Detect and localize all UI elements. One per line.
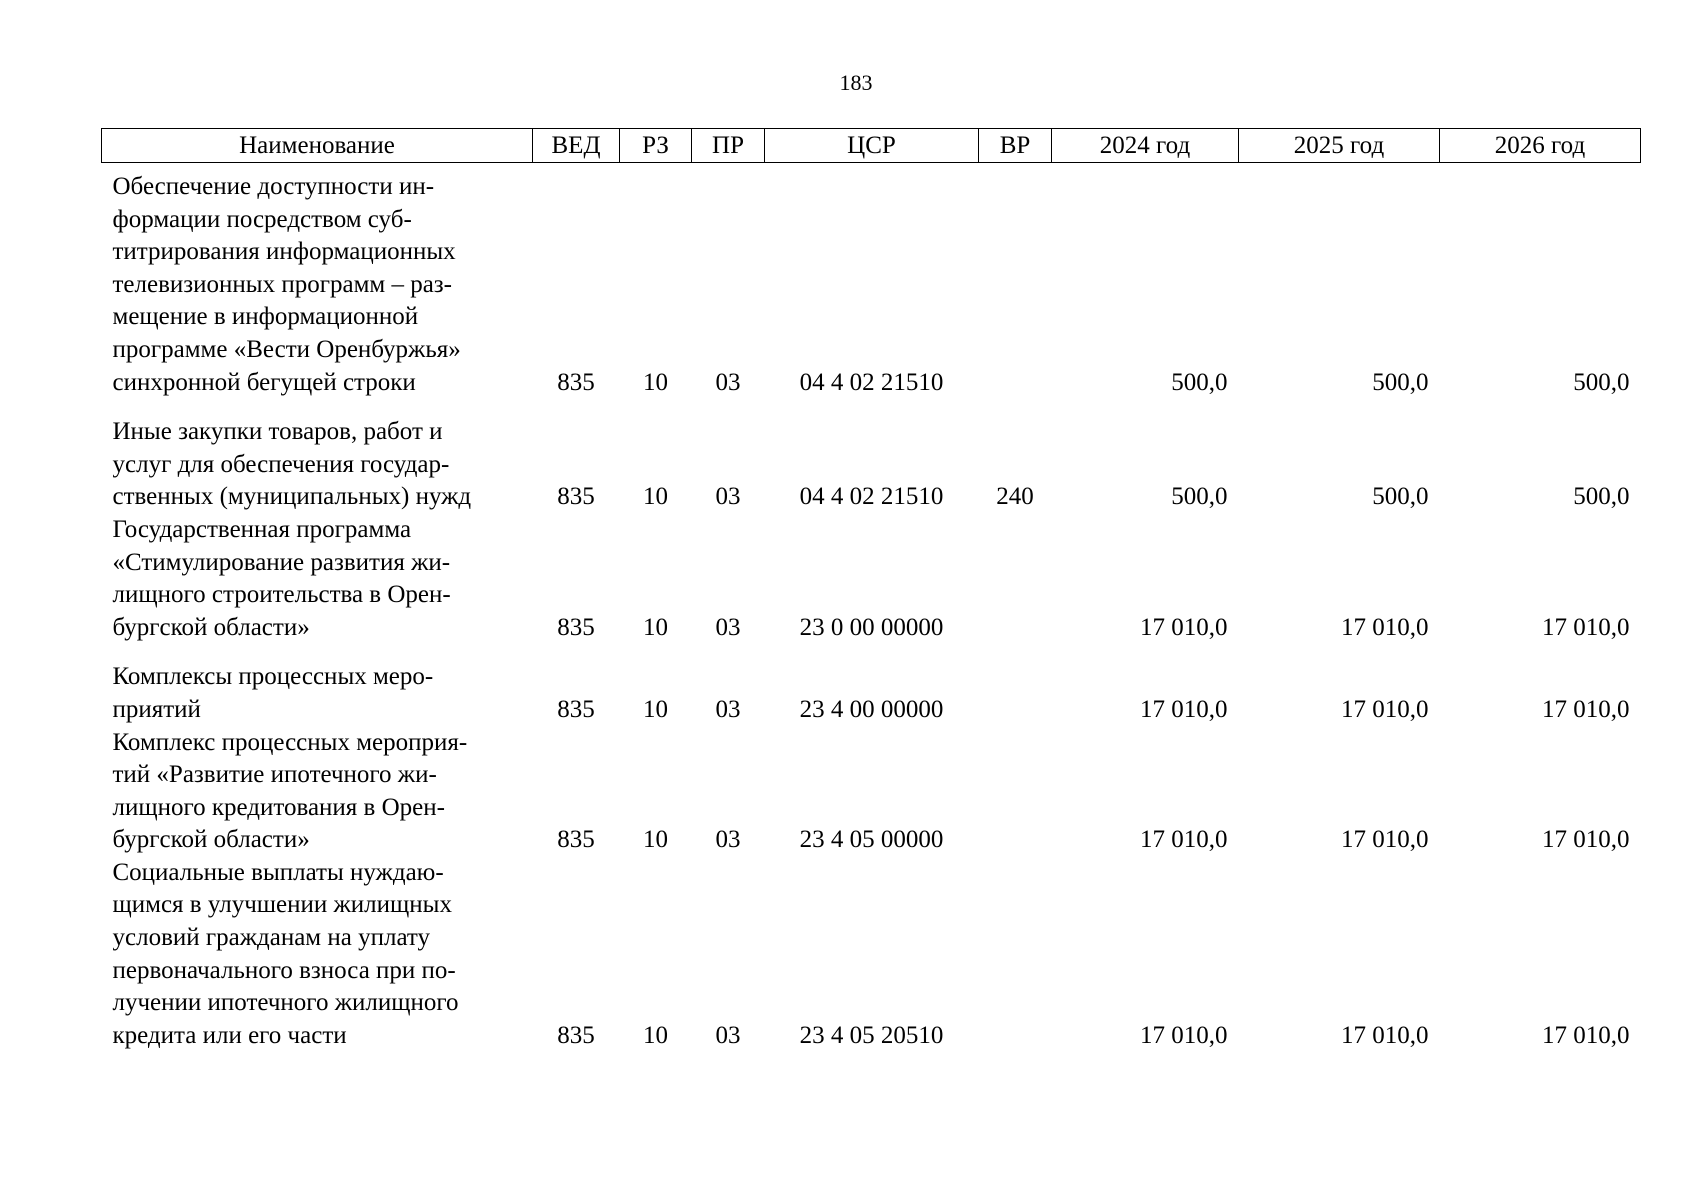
cell-2024: 500,0: [1171, 483, 1228, 511]
table-row: [102, 727, 1641, 857]
row-name-line: Иные закупки товаров, работ и: [112, 418, 443, 446]
cell-2024: 17 010,0: [1140, 613, 1228, 641]
row-name-line: условий гражданам на уплату: [112, 924, 430, 952]
cell-2026: 17 010,0: [1542, 695, 1630, 723]
cell-2026: 500,0: [1573, 368, 1630, 396]
cell-ved: 835: [557, 368, 595, 396]
header-vr: ВР: [979, 129, 1052, 163]
row-name-line: ственных (муниципальных) нужд: [112, 483, 472, 511]
row-name-line: лучении ипотечного жилищного: [112, 989, 459, 1017]
header-ved: ВЕД: [533, 129, 620, 163]
table-row: [102, 416, 1641, 514]
cell-2026: 17 010,0: [1542, 826, 1630, 854]
cell-2024: 17 010,0: [1140, 695, 1228, 723]
row-name: [102, 416, 533, 514]
header-2026: 2026 год: [1440, 129, 1641, 163]
cell-csr: 04 4 02 21510: [799, 368, 944, 396]
cell-rz: 10: [643, 483, 668, 511]
table-header: [102, 129, 1641, 163]
cell-vr: [979, 857, 1052, 1053]
cell-vr: 240: [996, 483, 1034, 511]
row-name-line: лищного строительства в Орен-: [112, 581, 451, 609]
table-row: [102, 163, 1641, 417]
cell-pr: 03: [715, 483, 741, 511]
cell-rz: 10: [643, 613, 668, 641]
cell-csr: 23 4 00 00000: [799, 695, 944, 723]
table-body: [102, 163, 1641, 1053]
row-name-line: лищного кредитования в Орен-: [112, 793, 445, 821]
row-name-line: услуг для обеспечения государ-: [112, 450, 450, 478]
table-row: [102, 514, 1641, 661]
header-pr: ПР: [692, 129, 765, 163]
page-number: 183: [839, 70, 873, 95]
row-name-line: Социальные выплаты нуждаю-: [112, 858, 444, 886]
cell-pr: 03: [715, 613, 741, 641]
row-name-line: Комплекс процессных мероприя-: [112, 728, 468, 756]
cell-2026: 500,0: [1573, 483, 1630, 511]
row-name-line: Государственная программа: [112, 515, 412, 543]
cell-rz: 10: [643, 695, 668, 723]
row-name-line: Комплексы процессных меро-: [112, 663, 434, 691]
cell-2025: 500,0: [1372, 483, 1429, 511]
row-name-line: щимся в улучшении жилищных: [112, 891, 452, 919]
cell-ved: 835: [557, 1021, 595, 1049]
cell-pr: 03: [715, 826, 741, 854]
row-name-line: бургской области»: [112, 826, 310, 854]
cell-csr: 23 4 05 20510: [799, 1021, 944, 1049]
row-name: [102, 514, 533, 661]
cell-ved: 835: [557, 695, 595, 723]
cell-rz: 10: [643, 368, 668, 396]
row-name-line: «Стимулирование развития жи-: [112, 548, 451, 576]
row-name-line: кредита или его части: [112, 1021, 347, 1049]
table-row: [102, 661, 1641, 726]
cell-vr: [979, 661, 1052, 726]
cell-csr: 23 4 05 00000: [799, 826, 944, 854]
cell-csr: 23 0 00 00000: [799, 613, 944, 641]
row-name-line: программе «Вести Оренбуржья»: [112, 335, 461, 363]
row-name-line: Обеспечение доступности ин-: [112, 173, 435, 200]
row-name-line: приятий: [112, 695, 201, 723]
row-name-line: формации посредством суб-: [112, 205, 412, 233]
cell-2024: 500,0: [1171, 368, 1228, 396]
row-name: [102, 727, 533, 857]
header-2025: 2025 год: [1239, 129, 1440, 163]
header-rz: РЗ: [620, 129, 692, 163]
cell-ved: 835: [557, 826, 595, 854]
row-name-line: телевизионных программ – раз-: [112, 270, 453, 298]
cell-vr: [979, 727, 1052, 857]
row-name-line: бургской области»: [112, 613, 310, 641]
row-name-line: мещение в информационной: [112, 303, 419, 331]
cell-2025: 17 010,0: [1341, 613, 1429, 641]
row-name-line: первоначального взноса при по-: [112, 956, 456, 984]
row-name: [102, 163, 533, 417]
row-name-line: титрирования информационных: [112, 238, 456, 266]
cell-pr: 03: [715, 1021, 741, 1049]
budget-table: [101, 128, 1641, 1052]
cell-2025: 500,0: [1372, 368, 1429, 396]
header-csr: ЦСР: [765, 129, 979, 163]
row-name-line: тий «Развитие ипотечного жи-: [112, 761, 437, 789]
cell-2025: 17 010,0: [1341, 826, 1429, 854]
row-name: [102, 661, 533, 726]
cell-pr: 03: [715, 368, 741, 396]
row-name: [102, 857, 533, 1053]
header-name: Наименование: [102, 129, 533, 163]
row-name-line: синхронной бегущей строки: [112, 368, 416, 396]
cell-2024: 17 010,0: [1140, 1021, 1228, 1049]
cell-2025: 17 010,0: [1341, 695, 1429, 723]
cell-vr: [979, 514, 1052, 661]
cell-2026: 17 010,0: [1542, 1021, 1630, 1049]
cell-ved: 835: [557, 613, 595, 641]
cell-rz: 10: [643, 1021, 668, 1049]
cell-pr: 03: [715, 695, 741, 723]
cell-ved: 835: [557, 483, 595, 511]
header-2024: 2024 год: [1052, 129, 1239, 163]
cell-2025: 17 010,0: [1341, 1021, 1429, 1049]
table-row: [102, 857, 1641, 1053]
cell-vr: [979, 163, 1052, 417]
cell-csr: 04 4 02 21510: [799, 483, 944, 511]
cell-2024: 17 010,0: [1140, 826, 1228, 854]
cell-rz: 10: [643, 826, 668, 854]
cell-2026: 17 010,0: [1542, 613, 1630, 641]
